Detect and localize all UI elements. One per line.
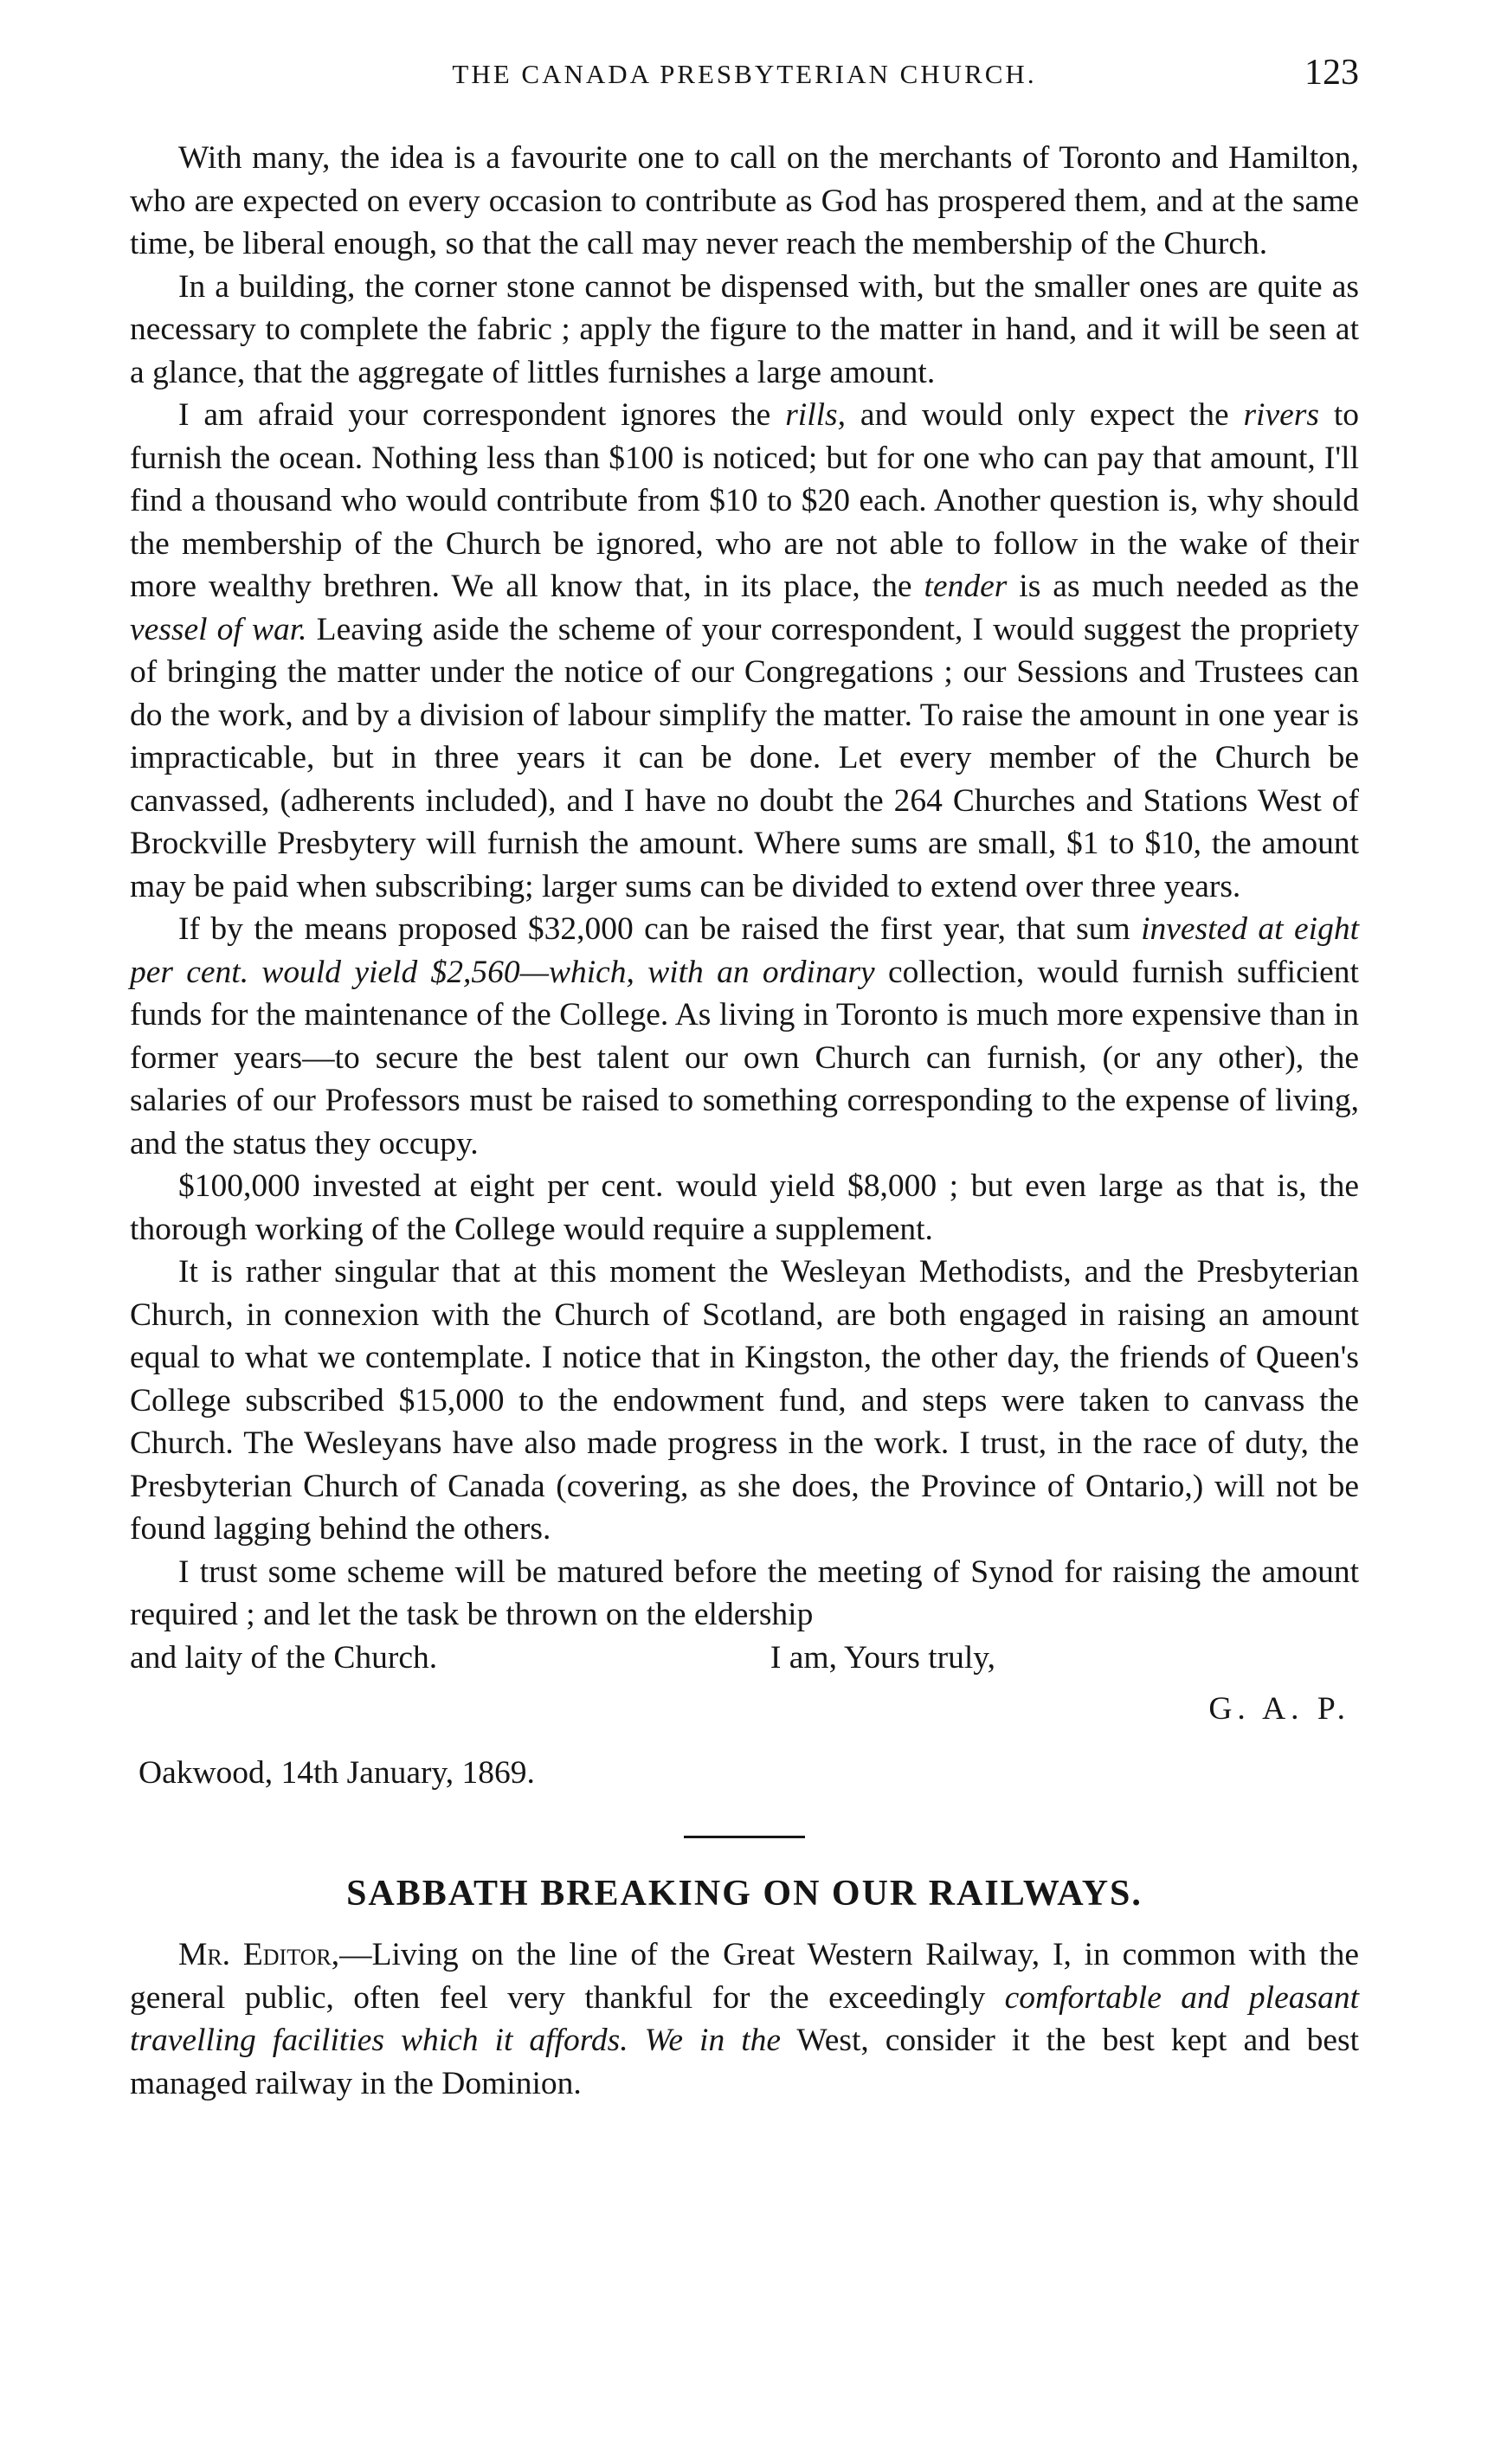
article-title: SABBATH BREAKING ON OUR RAILWAYS. (346, 1874, 1143, 1914)
paragraph-text: —Living on the line of the Great Western Railway, I, in common with the general public, often feel very thankful for the exceedingly (130, 1937, 1359, 2016)
letter-paragraph-3 (130, 394, 1359, 908)
paragraph-text: If by the means proposed $32,000 can be raised the first year, that sum (178, 911, 1142, 947)
section-divider (684, 1836, 805, 1838)
paragraph-text: West, consider it the best kept and best managed railway in the Dominion. (130, 2023, 1359, 2101)
paragraph-text: to furnish the ocean. Nothing less than $100 is noticed; but for one who can pay that amount, I'll find a thousand who would contribute from $10 to $20 each. Another question is, why should the membership of the Church be ignored, who are not able to follow in the wake of their more wealthy brethren. We all know that, in its place, the (130, 397, 1359, 604)
paragraph-text: collection, would furnish sufficient funds for the maintenance of the College. As living in Toronto is much more expensive than in former years—to secure the best talent our own Church can furnish, (or any other), the salaries of our Professors must be raised to something corresponding to the expense of living, and the status they occupy. (130, 954, 1359, 1161)
running-title: THE CANADA PRESBYTERIAN CHURCH. (452, 59, 1037, 89)
valediction: I am, Yours truly, (770, 1639, 995, 1676)
article-paragraph-1 (130, 1933, 1359, 2105)
paragraph-text: I am afraid your correspondent ignores the (178, 397, 786, 433)
page-number: 123 (1304, 53, 1359, 93)
italic-rills: rills, (785, 397, 847, 433)
letter-paragraph-1: With many, the idea is a favourite one to call on the merchants of Toronto and Hamilton, who are expected on every occasion to contribute as God has prospered them, and at the same time, be liberal enough, so that the call may never reach the membership of the Church. (130, 140, 1359, 261)
italic-tender: tender (924, 569, 1008, 604)
page (130, 52, 1359, 2105)
paragraph-text: Leaving aside the scheme of your correspondent, I would suggest the propriety of bringing the matter under the notice of our Congregations ; our Sessions and Trustees can do the work, and by a division of labour simplify the matter. To raise the amount in one year is impracticable, but in three years it can be done. Let every member of the Church be canvassed, (adherents included), and I have no doubt the 264 Churches and Stations West of Brockville Presbytery will furnish the amount. Where sums are small, $1 to $10, the amount may be paid when subscribing; larger sums can be divided to extend over three years. (130, 611, 1359, 904)
running-head (130, 52, 1359, 113)
letter-paragraph-2: In a building, the corner stone cannot be dispensed with, but the smaller ones are quite as necessary to complete the fabric ; apply the figure to the matter in hand, and it will be seen at a glance, that the aggregate of littles furnishes a large amount. (130, 268, 1359, 390)
italic-rivers: rivers (1243, 397, 1319, 433)
salutation: Mr. Editor, (178, 1937, 340, 1972)
article-body (130, 1933, 1359, 2105)
letter-paragraph-6: It is rather singular that at this moment the Wesleyan Methodists, and the Presbyterian Church, in connexion with the Church of Scotland, are both engaged in raising an amount equal to what we contemplate. I notice that in Kingston, the other day, the friends of Queen's College subscribed $15,000 to the endowment fund, and steps were taken to canvass the Church. The Wesleyans have also made progress in the work. I trust, in the race of duty, the Presbyterian Church of Canada (covering, as she does, the Province of Ontario,) will not be found lagging behind the others. (130, 1254, 1359, 1547)
italic-phrase: comfortable and pleasant travelling facilities which it affords. We in the (130, 1979, 1359, 2058)
letter-paragraph-4 (130, 908, 1359, 1165)
paragraph-text: is as much needed as the (1007, 569, 1360, 604)
italic-phrase: invested at eight per cent. would yield $2,560—which, with an ordinary (130, 911, 1359, 990)
closing-line (130, 1637, 1359, 1680)
letter-paragraph-7: I trust some scheme will be matured before the meeting of Synod for raising the amount required ; and let the task be thrown on the eldership (130, 1554, 1359, 1632)
letter-paragraph-5: $100,000 invested at eight per cent. would yield $8,000 ; but even large as that is, the thorough working of the College would require a supplement. (130, 1168, 1359, 1247)
italic-vessel-of-war: vessel of war. (130, 611, 307, 647)
paragraph-text: and would only expect the (846, 397, 1244, 433)
letter-body (130, 137, 1359, 1679)
dateline: Oakwood, 14th January, 1869. (138, 1754, 535, 1791)
signature: G. A. P. (1208, 1691, 1350, 1727)
closing-line-left: and laity of the Church. (130, 1639, 438, 1676)
